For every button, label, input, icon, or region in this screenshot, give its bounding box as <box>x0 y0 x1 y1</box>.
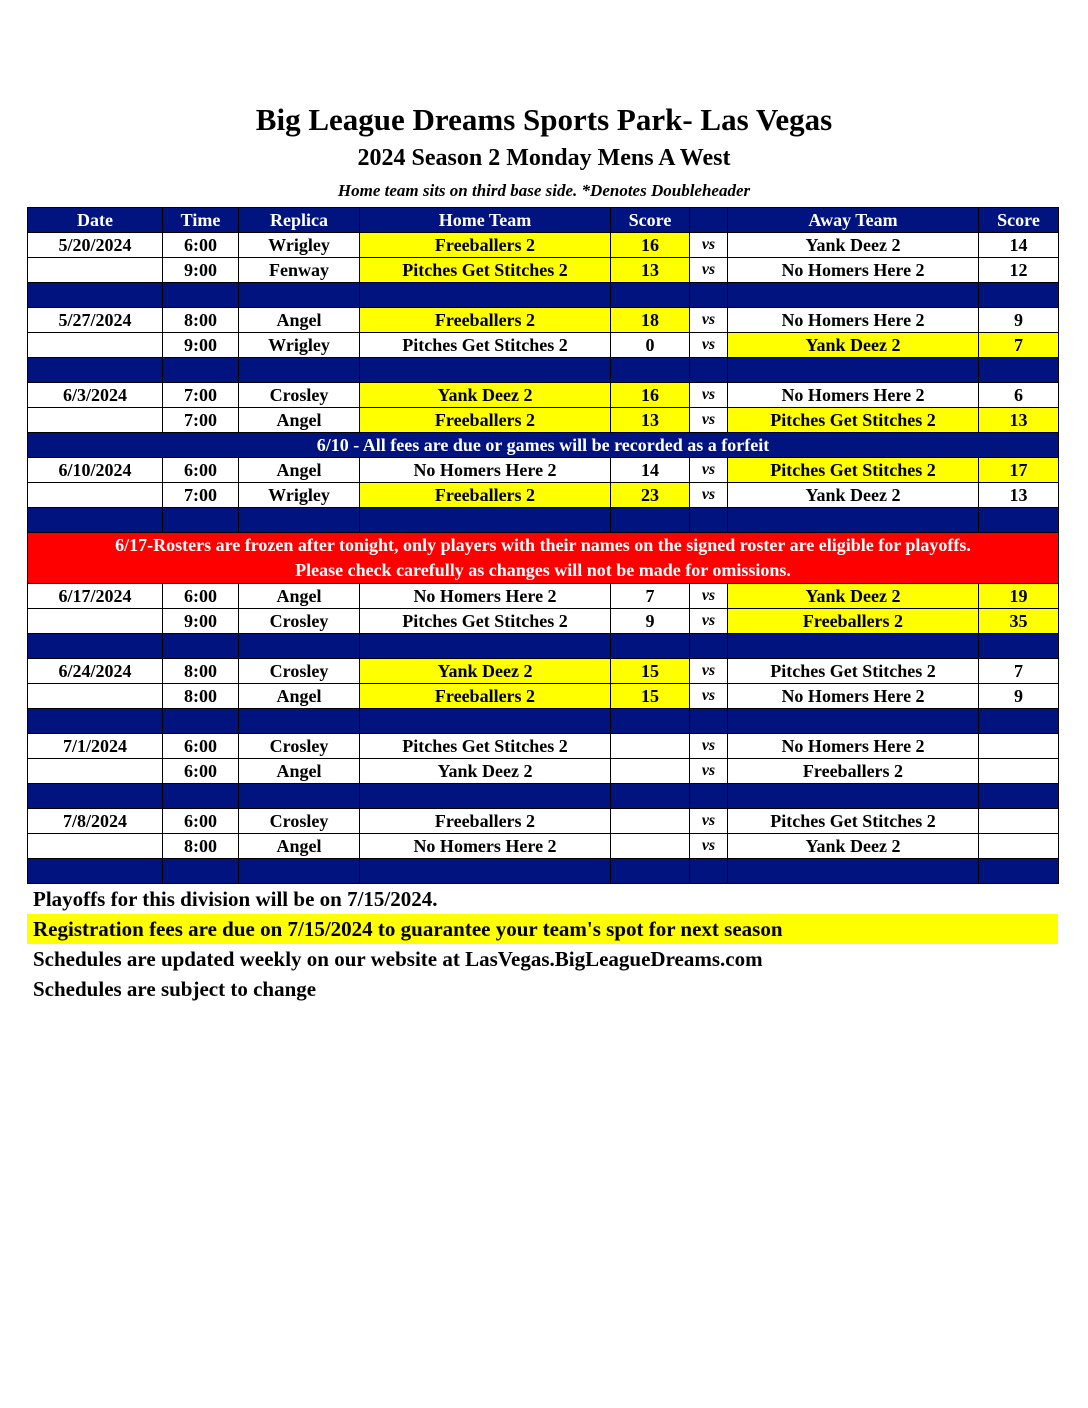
game-date: 7/1/2024 <box>28 734 163 759</box>
away-team: Yank Deez 2 <box>728 834 979 859</box>
field-replica: Angel <box>239 308 360 333</box>
home-team: Pitches Get Stitches 2 <box>360 258 611 283</box>
spacer-cell <box>728 508 979 533</box>
game-row <box>28 458 1059 483</box>
away-team: Yank Deez 2 <box>728 584 979 609</box>
home-team: No Homers Here 2 <box>360 458 611 483</box>
away-score: 7 <box>979 659 1059 684</box>
game-date <box>28 333 163 358</box>
spacer-cell <box>979 508 1059 533</box>
spacer-cell <box>979 634 1059 659</box>
game-date <box>28 408 163 433</box>
spacer-cell <box>28 634 163 659</box>
roster-freeze-banner <box>28 533 1059 584</box>
game-date <box>28 609 163 634</box>
field-replica: Wrigley <box>239 233 360 258</box>
spacer-cell <box>611 784 690 809</box>
away-score: 12 <box>979 258 1059 283</box>
header-row <box>28 208 1059 233</box>
home-score: 7 <box>611 584 690 609</box>
game-time: 7:00 <box>163 408 239 433</box>
home-team: Freeballers 2 <box>360 684 611 709</box>
spacer-cell <box>360 784 611 809</box>
spacer-cell <box>239 784 360 809</box>
page-title: Big League Dreams Sports Park- Las Vegas <box>255 102 833 137</box>
vs-label: vs <box>690 333 728 358</box>
home-score: 0 <box>611 333 690 358</box>
footer-line: Schedules are updated weekly on our website at LasVegas.BigLeagueDreams.com <box>33 947 763 971</box>
vs-label: vs <box>690 584 728 609</box>
spacer-cell <box>728 784 979 809</box>
spacer-cell <box>360 358 611 383</box>
field-replica: Wrigley <box>239 483 360 508</box>
spacer-cell <box>611 283 690 308</box>
home-team: Yank Deez 2 <box>360 383 611 408</box>
vs-label: vs <box>690 408 728 433</box>
spacer-row <box>28 508 1059 533</box>
col-away-score-header: Score <box>979 208 1059 233</box>
spacer-cell <box>690 784 728 809</box>
spacer-cell <box>163 283 239 308</box>
spacer-cell <box>163 859 239 884</box>
away-score: 19 <box>979 584 1059 609</box>
game-time: 9:00 <box>163 609 239 634</box>
away-score: 9 <box>979 308 1059 333</box>
field-replica: Angel <box>239 834 360 859</box>
spacer-cell <box>239 709 360 734</box>
home-team: No Homers Here 2 <box>360 834 611 859</box>
home-score <box>611 834 690 859</box>
home-score: 16 <box>611 383 690 408</box>
game-row <box>28 609 1059 634</box>
game-time: 7:00 <box>163 483 239 508</box>
spacer-cell <box>28 358 163 383</box>
vs-label: vs <box>690 383 728 408</box>
schedule-body <box>28 208 1059 884</box>
spacer-row <box>28 709 1059 734</box>
home-score: 9 <box>611 609 690 634</box>
away-score: 17 <box>979 458 1059 483</box>
away-team: Pitches Get Stitches 2 <box>728 408 979 433</box>
game-time: 9:00 <box>163 333 239 358</box>
banner-line: 6/17-Rosters are frozen after tonight, only players with their names on the signed roster are eligible for playoffs. <box>115 535 971 555</box>
home-team: Pitches Get Stitches 2 <box>360 734 611 759</box>
spacer-row <box>28 859 1059 884</box>
home-team: No Homers Here 2 <box>360 584 611 609</box>
spacer-cell <box>728 859 979 884</box>
spacer-cell <box>360 508 611 533</box>
spacer-row <box>28 784 1059 809</box>
vs-label: vs <box>690 308 728 333</box>
page-subtitle: 2024 Season 2 Monday Mens A West <box>357 145 731 171</box>
game-time: 6:00 <box>163 458 239 483</box>
home-score: 23 <box>611 483 690 508</box>
spacer-cell <box>28 784 163 809</box>
away-team: No Homers Here 2 <box>728 308 979 333</box>
home-team: Yank Deez 2 <box>360 659 611 684</box>
col-vs-header <box>690 208 728 233</box>
spacer-cell <box>690 283 728 308</box>
field-replica: Fenway <box>239 258 360 283</box>
away-team: No Homers Here 2 <box>728 383 979 408</box>
away-score: 9 <box>979 684 1059 709</box>
spacer-row <box>28 283 1059 308</box>
banner-text <box>28 533 1059 584</box>
spacer-cell <box>239 508 360 533</box>
spacer-cell <box>239 859 360 884</box>
spacer-cell <box>690 634 728 659</box>
away-score: 14 <box>979 233 1059 258</box>
spacer-cell <box>611 709 690 734</box>
col-away-team-header: Away Team <box>728 208 979 233</box>
spacer-row <box>28 358 1059 383</box>
col-home-team-header: Home Team <box>360 208 611 233</box>
spacer-cell <box>163 709 239 734</box>
spacer-cell <box>163 508 239 533</box>
game-date: 5/20/2024 <box>28 233 163 258</box>
spacer-cell <box>360 709 611 734</box>
game-row <box>28 734 1059 759</box>
home-team: Freeballers 2 <box>360 809 611 834</box>
game-row <box>28 333 1059 358</box>
game-time: 8:00 <box>163 659 239 684</box>
spacer-cell <box>690 709 728 734</box>
vs-label: vs <box>690 609 728 634</box>
vs-label: vs <box>690 834 728 859</box>
game-row <box>28 308 1059 333</box>
banner-line: Please check carefully as changes will not be made for omissions. <box>295 560 791 580</box>
home-score: 14 <box>611 458 690 483</box>
game-date: 6/10/2024 <box>28 458 163 483</box>
away-score: 6 <box>979 383 1059 408</box>
field-replica: Crosley <box>239 734 360 759</box>
game-date: 7/8/2024 <box>28 809 163 834</box>
home-score: 15 <box>611 684 690 709</box>
game-time: 6:00 <box>163 809 239 834</box>
game-time: 6:00 <box>163 734 239 759</box>
vs-label: vs <box>690 483 728 508</box>
game-date: 6/3/2024 <box>28 383 163 408</box>
game-date: 5/27/2024 <box>28 308 163 333</box>
spacer-cell <box>28 508 163 533</box>
spacer-cell <box>728 709 979 734</box>
away-team: Yank Deez 2 <box>728 333 979 358</box>
home-team: Freeballers 2 <box>360 408 611 433</box>
away-team: Pitches Get Stitches 2 <box>728 809 979 834</box>
away-team: Yank Deez 2 <box>728 233 979 258</box>
field-replica: Crosley <box>239 659 360 684</box>
col-date-header: Date <box>28 208 163 233</box>
spacer-cell <box>979 283 1059 308</box>
spacer-cell <box>163 358 239 383</box>
away-team: Pitches Get Stitches 2 <box>728 458 979 483</box>
footer-line: Playoffs for this division will be on 7/15/2024. <box>33 887 438 911</box>
fees-due-banner <box>28 433 1059 458</box>
spacer-cell <box>611 508 690 533</box>
away-score <box>979 809 1059 834</box>
spacer-cell <box>690 859 728 884</box>
away-team: Freeballers 2 <box>728 759 979 784</box>
spacer-cell <box>360 283 611 308</box>
home-score <box>611 759 690 784</box>
spacer-cell <box>28 859 163 884</box>
spacer-cell <box>728 358 979 383</box>
game-date <box>28 483 163 508</box>
schedule-table-wrapper <box>27 207 1058 884</box>
game-time: 9:00 <box>163 258 239 283</box>
game-row <box>28 258 1059 283</box>
game-row <box>28 233 1059 258</box>
spacer-cell <box>239 358 360 383</box>
away-team: Freeballers 2 <box>728 609 979 634</box>
game-row <box>28 684 1059 709</box>
game-row <box>28 383 1059 408</box>
game-row <box>28 408 1059 433</box>
footer-line: Schedules are subject to change <box>33 977 317 1001</box>
home-team: Freeballers 2 <box>360 233 611 258</box>
spacer-cell <box>979 859 1059 884</box>
game-date <box>28 684 163 709</box>
away-team: Pitches Get Stitches 2 <box>728 659 979 684</box>
away-team: Yank Deez 2 <box>728 483 979 508</box>
field-replica: Crosley <box>239 609 360 634</box>
home-team: Pitches Get Stitches 2 <box>360 609 611 634</box>
away-team: No Homers Here 2 <box>728 734 979 759</box>
vs-label: vs <box>690 759 728 784</box>
away-team: No Homers Here 2 <box>728 258 979 283</box>
game-date <box>28 759 163 784</box>
home-score: 18 <box>611 308 690 333</box>
game-row <box>28 483 1059 508</box>
banner-text <box>28 433 1059 458</box>
spacer-cell <box>611 634 690 659</box>
field-replica: Angel <box>239 458 360 483</box>
schedule-table <box>27 207 1059 884</box>
game-time: 6:00 <box>163 584 239 609</box>
spacer-cell <box>611 859 690 884</box>
home-team: Freeballers 2 <box>360 308 611 333</box>
spacer-cell <box>611 358 690 383</box>
field-replica: Angel <box>239 408 360 433</box>
game-row <box>28 584 1059 609</box>
home-team: Yank Deez 2 <box>360 759 611 784</box>
field-replica: Wrigley <box>239 333 360 358</box>
away-score: 7 <box>979 333 1059 358</box>
away-team: No Homers Here 2 <box>728 684 979 709</box>
home-score <box>611 809 690 834</box>
vs-label: vs <box>690 233 728 258</box>
field-replica: Angel <box>239 584 360 609</box>
home-score: 16 <box>611 233 690 258</box>
game-date: 6/24/2024 <box>28 659 163 684</box>
away-score: 35 <box>979 609 1059 634</box>
spacer-cell <box>979 709 1059 734</box>
vs-label: vs <box>690 458 728 483</box>
game-time: 7:00 <box>163 383 239 408</box>
spacer-cell <box>28 283 163 308</box>
spacer-row <box>28 634 1059 659</box>
home-team: Freeballers 2 <box>360 483 611 508</box>
seating-note: Home team sits on third base side. *Denotes Doubleheader <box>337 181 751 200</box>
banner-line: 6/10 - All fees are due or games will be recorded as a forfeit <box>316 435 770 455</box>
game-time: 8:00 <box>163 834 239 859</box>
field-replica: Angel <box>239 684 360 709</box>
footer-notes <box>27 884 1058 1004</box>
col-time-header: Time <box>163 208 239 233</box>
spacer-cell <box>28 709 163 734</box>
game-time: 6:00 <box>163 759 239 784</box>
game-row <box>28 834 1059 859</box>
home-score <box>611 734 690 759</box>
game-date <box>28 834 163 859</box>
col-home-score-header: Score <box>611 208 690 233</box>
spacer-cell <box>690 358 728 383</box>
spacer-cell <box>163 634 239 659</box>
vs-label: vs <box>690 809 728 834</box>
away-score: 13 <box>979 408 1059 433</box>
col-replica-header: Replica <box>239 208 360 233</box>
away-score <box>979 734 1059 759</box>
spacer-cell <box>163 784 239 809</box>
home-score: 13 <box>611 258 690 283</box>
game-time: 6:00 <box>163 233 239 258</box>
home-score: 13 <box>611 408 690 433</box>
vs-label: vs <box>690 734 728 759</box>
vs-label: vs <box>690 258 728 283</box>
away-score: 13 <box>979 483 1059 508</box>
spacer-cell <box>979 358 1059 383</box>
field-replica: Crosley <box>239 809 360 834</box>
home-score: 15 <box>611 659 690 684</box>
footer-line: Registration fees are due on 7/15/2024 to guarantee your team's spot for next season <box>27 914 1058 944</box>
spacer-cell <box>360 859 611 884</box>
game-time: 8:00 <box>163 308 239 333</box>
spacer-cell <box>728 634 979 659</box>
game-date <box>28 258 163 283</box>
field-replica: Angel <box>239 759 360 784</box>
spacer-cell <box>728 283 979 308</box>
home-team: Pitches Get Stitches 2 <box>360 333 611 358</box>
game-row <box>28 759 1059 784</box>
spacer-cell <box>239 283 360 308</box>
spacer-cell <box>979 784 1059 809</box>
field-replica: Crosley <box>239 383 360 408</box>
spacer-cell <box>239 634 360 659</box>
game-time: 8:00 <box>163 684 239 709</box>
away-score <box>979 834 1059 859</box>
game-row <box>28 809 1059 834</box>
spacer-cell <box>690 508 728 533</box>
spacer-cell <box>360 634 611 659</box>
vs-label: vs <box>690 684 728 709</box>
vs-label: vs <box>690 659 728 684</box>
game-date: 6/17/2024 <box>28 584 163 609</box>
away-score <box>979 759 1059 784</box>
game-row <box>28 659 1059 684</box>
